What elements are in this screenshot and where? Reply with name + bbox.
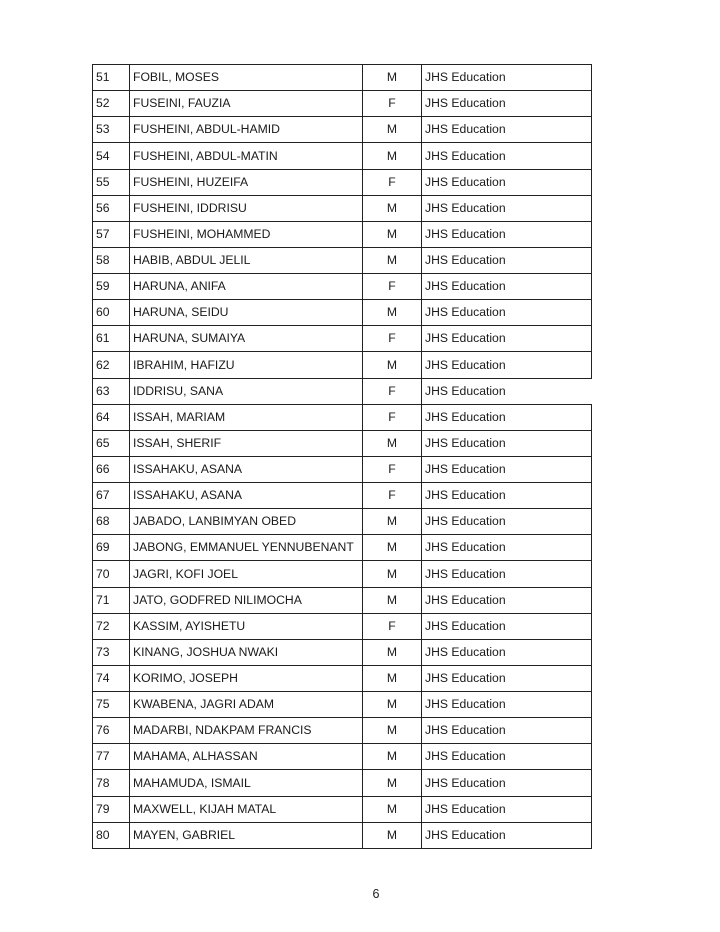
programme-cell: JHS Education: [422, 509, 592, 535]
table-row: [93, 561, 592, 587]
programme-cell: JHS Education: [422, 561, 592, 587]
table-row: [93, 692, 592, 718]
student-name-cell: JAGRI, KOFI JOEL: [130, 561, 363, 587]
row-number-cell: 73: [93, 639, 130, 665]
row-number-cell: 72: [93, 613, 130, 639]
student-name-cell: IBRAHIM, HAFIZU: [130, 352, 363, 378]
student-name-cell: FUSHEINI, ABDUL-HAMID: [130, 117, 363, 143]
row-number-cell: 51: [93, 65, 130, 91]
row-number-cell: 75: [93, 692, 130, 718]
table-row: [93, 587, 592, 613]
student-name-cell: MADARBI, NDAKPAM FRANCIS: [130, 718, 363, 744]
row-number-cell: 79: [93, 796, 130, 822]
programme-cell: JHS Education: [422, 65, 592, 91]
table-row: [93, 352, 592, 378]
row-number-cell: 54: [93, 143, 130, 169]
programme-cell: JHS Education: [422, 143, 592, 169]
programme-cell: JHS Education: [422, 247, 592, 273]
table-row: [93, 483, 592, 509]
programme-cell: JHS Education: [422, 274, 592, 300]
table-row: [93, 665, 592, 691]
student-name-cell: FUSHEINI, HUZEIFA: [130, 169, 363, 195]
sex-cell: M: [363, 352, 422, 378]
programme-cell: JHS Education: [422, 770, 592, 796]
sex-cell: F: [363, 613, 422, 639]
table-row: [93, 274, 592, 300]
sex-cell: M: [363, 221, 422, 247]
programme-cell: JHS Education: [422, 822, 592, 848]
programme-cell: JHS Education: [422, 404, 592, 430]
programme-cell: JHS Education: [422, 430, 592, 456]
programme-cell: JHS Education: [422, 456, 592, 482]
sex-cell: M: [363, 718, 422, 744]
row-number-cell: 58: [93, 247, 130, 273]
table-row: [93, 300, 592, 326]
student-list-table: [92, 64, 592, 849]
row-number-cell: 68: [93, 509, 130, 535]
table-row: [93, 378, 592, 404]
table-row: [93, 770, 592, 796]
table-row: [93, 404, 592, 430]
sex-cell: M: [363, 770, 422, 796]
table-row: [93, 169, 592, 195]
student-name-cell: FOBIL, MOSES: [130, 65, 363, 91]
row-number-cell: 53: [93, 117, 130, 143]
student-name-cell: FUSHEINI, ABDUL-MATIN: [130, 143, 363, 169]
student-name-cell: KASSIM, AYISHETU: [130, 613, 363, 639]
row-number-cell: 56: [93, 195, 130, 221]
student-name-cell: KINANG, JOSHUA NWAKI: [130, 639, 363, 665]
row-number-cell: 59: [93, 274, 130, 300]
table-row: [93, 247, 592, 273]
sex-cell: M: [363, 143, 422, 169]
student-name-cell: JABONG, EMMANUEL YENNUBENANT: [130, 535, 363, 561]
programme-cell: JHS Education: [422, 796, 592, 822]
student-name-cell: KORIMO, JOSEPH: [130, 665, 363, 691]
row-number-cell: 78: [93, 770, 130, 796]
table-row: [93, 509, 592, 535]
table-row: [93, 195, 592, 221]
programme-cell: JHS Education: [422, 117, 592, 143]
sex-cell: M: [363, 65, 422, 91]
sex-cell: F: [363, 326, 422, 352]
table-row: [93, 639, 592, 665]
sex-cell: M: [363, 195, 422, 221]
row-number-cell: 64: [93, 404, 130, 430]
student-name-cell: HABIB, ABDUL JELIL: [130, 247, 363, 273]
student-name-cell: MAHAMUDA, ISMAIL: [130, 770, 363, 796]
row-number-cell: 60: [93, 300, 130, 326]
programme-cell: JHS Education: [422, 91, 592, 117]
sex-cell: M: [363, 796, 422, 822]
student-list-body: [93, 65, 592, 849]
programme-cell: JHS Education: [422, 613, 592, 639]
student-name-cell: ISSAH, MARIAM: [130, 404, 363, 430]
programme-cell: JHS Education: [422, 326, 592, 352]
programme-cell: JHS Education: [422, 169, 592, 195]
table-row: [93, 535, 592, 561]
programme-cell: JHS Education: [422, 535, 592, 561]
student-name-cell: JATO, GODFRED NILIMOCHA: [130, 587, 363, 613]
row-number-cell: 66: [93, 456, 130, 482]
row-number-cell: 71: [93, 587, 130, 613]
sex-cell: F: [363, 456, 422, 482]
student-name-cell: ISSAHAKU, ASANA: [130, 483, 363, 509]
table-row: [93, 613, 592, 639]
row-number-cell: 57: [93, 221, 130, 247]
sex-cell: M: [363, 117, 422, 143]
student-name-cell: HARUNA, SUMAIYA: [130, 326, 363, 352]
row-number-cell: 62: [93, 352, 130, 378]
sex-cell: M: [363, 822, 422, 848]
student-name-cell: ISSAHAKU, ASANA: [130, 456, 363, 482]
programme-cell: JHS Education: [422, 195, 592, 221]
programme-cell: JHS Education: [422, 352, 592, 378]
student-name-cell: MAHAMA, ALHASSAN: [130, 744, 363, 770]
sex-cell: M: [363, 300, 422, 326]
table-row: [93, 430, 592, 456]
row-number-cell: 55: [93, 169, 130, 195]
programme-cell: JHS Education: [422, 300, 592, 326]
student-name-cell: HARUNA, SEIDU: [130, 300, 363, 326]
student-name-cell: ISSAH, SHERIF: [130, 430, 363, 456]
row-number-cell: 74: [93, 665, 130, 691]
programme-cell: JHS Education: [422, 639, 592, 665]
student-name-cell: FUSEINI, FAUZIA: [130, 91, 363, 117]
row-number-cell: 61: [93, 326, 130, 352]
table-row: [93, 744, 592, 770]
row-number-cell: 69: [93, 535, 130, 561]
sex-cell: M: [363, 430, 422, 456]
programme-cell: JHS Education: [422, 744, 592, 770]
student-name-cell: FUSHEINI, MOHAMMED: [130, 221, 363, 247]
sex-cell: M: [363, 509, 422, 535]
student-name-cell: KWABENA, JAGRI ADAM: [130, 692, 363, 718]
sex-cell: M: [363, 587, 422, 613]
student-name-cell: MAXWELL, KIJAH MATAL: [130, 796, 363, 822]
table-row: [93, 718, 592, 744]
table-row: [93, 117, 592, 143]
programme-cell: JHS Education: [422, 221, 592, 247]
row-number-cell: 76: [93, 718, 130, 744]
sex-cell: F: [363, 91, 422, 117]
programme-cell: JHS Education: [422, 718, 592, 744]
row-number-cell: 67: [93, 483, 130, 509]
table-row: [93, 221, 592, 247]
programme-cell: JHS Education: [422, 378, 592, 404]
table-row: [93, 91, 592, 117]
table-row: [93, 143, 592, 169]
row-number-cell: 77: [93, 744, 130, 770]
sex-cell: M: [363, 247, 422, 273]
student-name-cell: IDDRISU, SANA: [130, 378, 363, 404]
sex-cell: F: [363, 274, 422, 300]
row-number-cell: 80: [93, 822, 130, 848]
sex-cell: F: [363, 404, 422, 430]
student-name-cell: HARUNA, ANIFA: [130, 274, 363, 300]
student-name-cell: FUSHEINI, IDDRISU: [130, 195, 363, 221]
student-name-cell: MAYEN, GABRIEL: [130, 822, 363, 848]
sex-cell: F: [363, 483, 422, 509]
sex-cell: F: [363, 378, 422, 404]
table-row: [93, 796, 592, 822]
sex-cell: M: [363, 639, 422, 665]
student-name-cell: JABADO, LANBIMYAN OBED: [130, 509, 363, 535]
table-row: [93, 326, 592, 352]
programme-cell: JHS Education: [422, 483, 592, 509]
page-number: 6: [372, 887, 380, 901]
table-row: [93, 456, 592, 482]
table-row: [93, 822, 592, 848]
sex-cell: M: [363, 561, 422, 587]
row-number-cell: 63: [93, 378, 130, 404]
programme-cell: JHS Education: [422, 692, 592, 718]
row-number-cell: 70: [93, 561, 130, 587]
row-number-cell: 52: [93, 91, 130, 117]
programme-cell: JHS Education: [422, 587, 592, 613]
sex-cell: M: [363, 744, 422, 770]
sex-cell: M: [363, 692, 422, 718]
programme-cell: JHS Education: [422, 665, 592, 691]
sex-cell: F: [363, 169, 422, 195]
row-number-cell: 65: [93, 430, 130, 456]
sex-cell: M: [363, 535, 422, 561]
table-row: [93, 65, 592, 91]
sex-cell: M: [363, 665, 422, 691]
